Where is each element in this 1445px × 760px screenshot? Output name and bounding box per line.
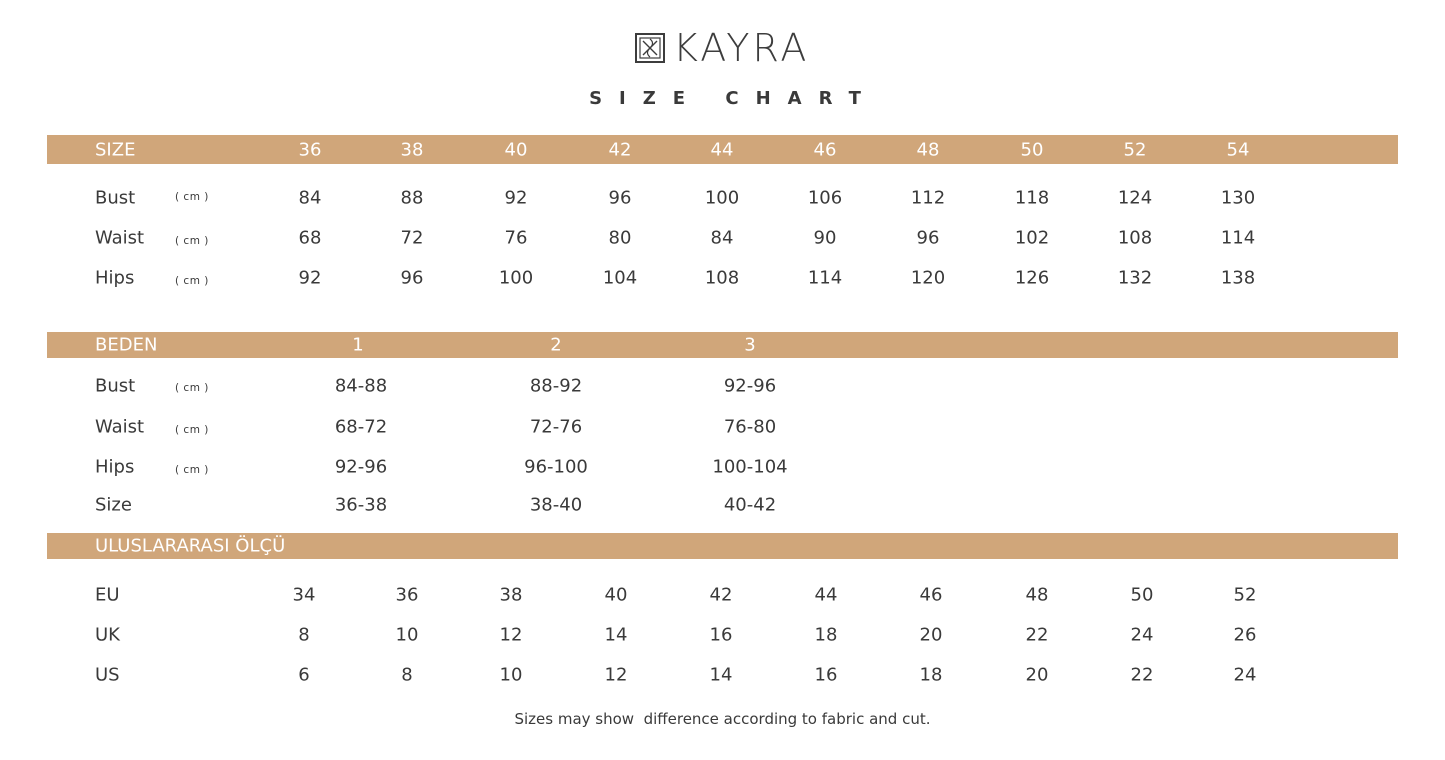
table-cell: 138	[1220, 267, 1256, 289]
table-cell: 26	[1233, 624, 1257, 646]
intl-heading: ULUSLARARASI ÖLÇÜ	[95, 535, 286, 557]
table-cell: 8	[298, 624, 310, 646]
table-cell: 96	[608, 187, 632, 209]
table-cell: 80	[608, 227, 632, 249]
table-cell: 38-40	[529, 494, 583, 516]
table-cell: 44	[814, 584, 838, 606]
table-cell: 40-42	[723, 494, 777, 516]
page-title: SIZE CHART	[589, 88, 878, 109]
unit-label: ( cm )	[175, 424, 209, 436]
table-cell: 46	[919, 584, 943, 606]
table-cell: 42	[709, 584, 733, 606]
table-cell: 34	[292, 584, 316, 606]
table-cell: 114	[1220, 227, 1256, 249]
size-heading: SIZE	[95, 139, 136, 160]
row-label: UK	[95, 624, 120, 646]
beden-heading: BEDEN	[95, 334, 158, 356]
kayra-square-logo-icon	[635, 33, 665, 63]
table-cell: 96-100	[524, 456, 588, 478]
row-label: Hips	[95, 456, 135, 478]
row-label: Hips	[95, 267, 135, 289]
brand-name: KAYRA	[673, 26, 810, 70]
table-cell: 14	[709, 664, 733, 686]
table-cell: 92	[298, 267, 322, 289]
table-cell: 90	[813, 227, 837, 249]
unit-label: ( cm )	[175, 191, 209, 203]
table-cell: 20	[919, 624, 943, 646]
size-col: 44	[710, 139, 734, 160]
table-cell: 52	[1233, 584, 1257, 606]
table-cell: 38	[499, 584, 523, 606]
size-col: 42	[608, 139, 632, 160]
table-cell: 104	[602, 267, 638, 289]
table-cell: 36-38	[334, 494, 388, 516]
table-cell: 16	[709, 624, 733, 646]
unit-label: ( cm )	[175, 275, 209, 287]
table-cell: 72-76	[529, 416, 583, 438]
table-cell: 108	[704, 267, 740, 289]
table-cell: 24	[1130, 624, 1154, 646]
size-col: 40	[504, 139, 528, 160]
size-col: 46	[813, 139, 837, 160]
table-cell: 68-72	[334, 416, 388, 438]
row-label: Size	[95, 494, 132, 516]
table-cell: 92-96	[723, 375, 777, 397]
table-cell: 50	[1130, 584, 1154, 606]
table-cell: 132	[1117, 267, 1153, 289]
row-label: Waist	[95, 416, 145, 438]
table-cell: 120	[910, 267, 946, 289]
table-cell: 100	[498, 267, 534, 289]
beden-header-band	[47, 332, 1398, 358]
beden-col: 1	[352, 334, 364, 356]
beden-col: 2	[550, 334, 562, 356]
table-cell: 84-88	[334, 375, 388, 397]
unit-label: ( cm )	[175, 464, 209, 476]
table-cell: 12	[604, 664, 628, 686]
size-col: 48	[916, 139, 940, 160]
table-cell: 130	[1220, 187, 1256, 209]
row-label: Bust	[95, 187, 136, 209]
table-cell: 88	[400, 187, 424, 209]
footer-note: Sizes may show difference according to fabric and cut.	[514, 710, 931, 728]
table-cell: 96	[916, 227, 940, 249]
table-cell: 20	[1025, 664, 1049, 686]
table-cell: 12	[499, 624, 523, 646]
table-cell: 102	[1014, 227, 1050, 249]
table-cell: 108	[1117, 227, 1153, 249]
size-header-band	[47, 135, 1398, 164]
table-cell: 22	[1025, 624, 1049, 646]
table-cell: 10	[499, 664, 523, 686]
table-cell: 76	[504, 227, 528, 249]
size-col: 54	[1226, 139, 1250, 160]
beden-col: 3	[744, 334, 756, 356]
table-cell: 88-92	[529, 375, 583, 397]
table-cell: 100-104	[712, 456, 788, 478]
table-cell: 100	[704, 187, 740, 209]
table-cell: 18	[919, 664, 943, 686]
table-cell: 114	[807, 267, 843, 289]
table-cell: 16	[814, 664, 838, 686]
table-cell: 36	[395, 584, 419, 606]
table-cell: 14	[604, 624, 628, 646]
size-col: 38	[400, 139, 424, 160]
table-cell: 40	[604, 584, 628, 606]
table-cell: 68	[298, 227, 322, 249]
table-cell: 8	[401, 664, 413, 686]
unit-label: ( cm )	[175, 235, 209, 247]
table-cell: 24	[1233, 664, 1257, 686]
size-col: 52	[1123, 139, 1147, 160]
table-cell: 72	[400, 227, 424, 249]
table-cell: 92-96	[334, 456, 388, 478]
row-label: US	[95, 664, 120, 686]
table-cell: 84	[298, 187, 322, 209]
row-label: Waist	[95, 227, 145, 249]
table-cell: 10	[395, 624, 419, 646]
table-cell: 124	[1117, 187, 1153, 209]
table-cell: 18	[814, 624, 838, 646]
table-cell: 126	[1014, 267, 1050, 289]
table-cell: 22	[1130, 664, 1154, 686]
row-label: Bust	[95, 375, 136, 397]
row-label: EU	[95, 584, 120, 606]
size-col: 36	[298, 139, 322, 160]
table-cell: 96	[400, 267, 424, 289]
table-cell: 48	[1025, 584, 1049, 606]
table-cell: 84	[710, 227, 734, 249]
table-cell: 76-80	[723, 416, 777, 438]
brand-logo	[635, 28, 809, 68]
table-cell: 92	[504, 187, 528, 209]
table-cell: 6	[298, 664, 310, 686]
size-col: 50	[1020, 139, 1044, 160]
table-cell: 118	[1014, 187, 1050, 209]
table-cell: 112	[910, 187, 946, 209]
table-cell: 106	[807, 187, 843, 209]
intl-header-band	[47, 533, 1398, 559]
unit-label: ( cm )	[175, 382, 209, 394]
